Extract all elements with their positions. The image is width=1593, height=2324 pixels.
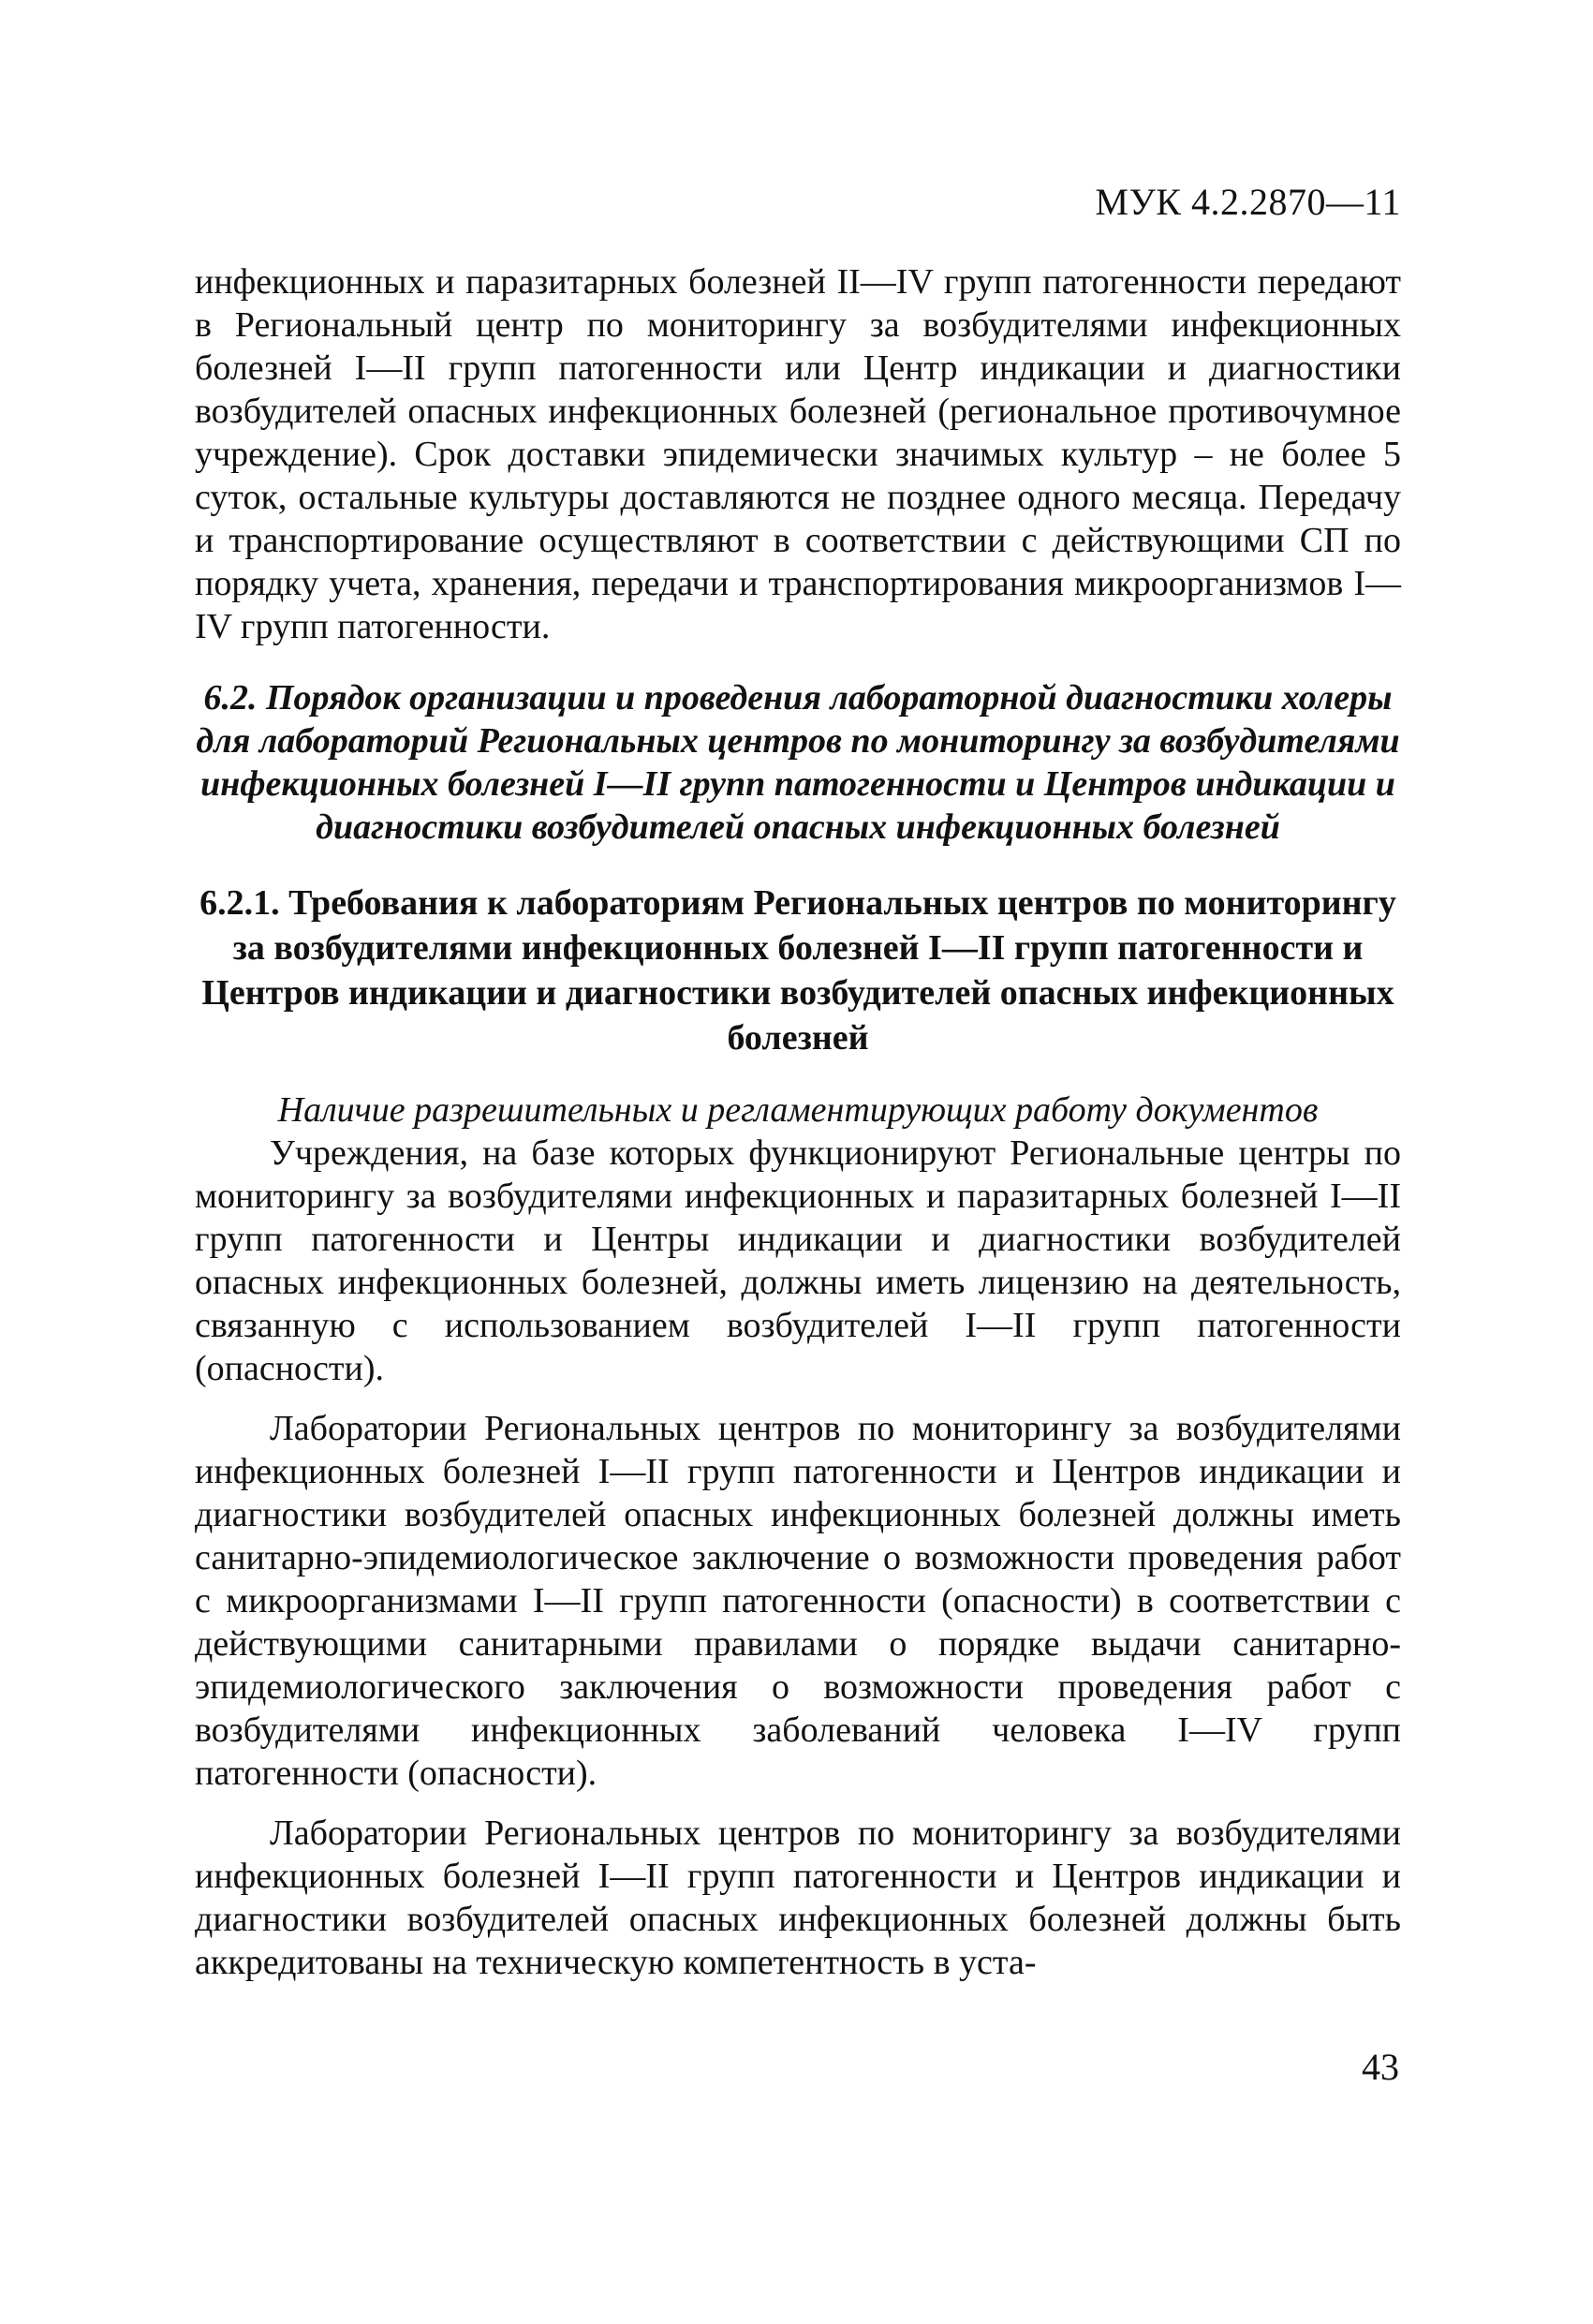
page-content (195, 260, 1401, 1984)
intro-paragraph: инфекционных и паразитарных болезней II—IV групп патогенности передают в Региональный центр по мониторингу за возбудителями инфекционных болезней I—II групп патогенности или Центр индикации и диагностики возбудителей опасных инфекционных болезней (региональное противочумное учреждение). Срок доставки эпидемически значимых культур – не более 5 суток, остальные культуры доставляются не позднее одного месяца. Передачу и транспортирование осуществляют в соответствии с действующими СП по порядку учета, хранения, передачи и транспортирования микроорганизмов I—IV групп патогенности. (195, 262, 1401, 646)
accreditation-paragraph: Лаборатории Региональных центров по мониторингу за возбудителями инфекционных болезней I—II групп патогенности и Центров индикации и диагностики возбудителей опасных инфекционных болезней должны быть аккредитованы на техническую компетентность в уста- (195, 1813, 1401, 1982)
documents-subheading: Наличие разрешительных и регламентирующих работу документов (277, 1090, 1319, 1130)
document-code-header: МУК 4.2.2870—11 (1095, 181, 1401, 223)
section-6-2-title: 6.2. Порядок организации и проведения лабораторной диагностики холеры для лабораторий Региональных центров по мониторингу за возбудителями инфекционных болезней I—II групп патогенности и Центров индикации и диагностики возбудителей опасных инфекционных болезней (196, 678, 1400, 847)
sanitary-conclusion-paragraph: Лаборатории Региональных центров по мониторингу за возбудителями инфекционных болезней I—II групп патогенности и Центров индикации и диагностики возбудителей опасных инфекционных болезней должны иметь санитарно-эпидемиологическое заключение о возможности проведения работ с микроорганизмами I—II групп патогенности (опасности) в соответствии с действующими санитарными правилами о порядке выдачи санитарно-эпидемиологического заключения о возможности проведения работ с возбудителями инфекционных заболеваний человека I—IV групп патогенности (опасности). (195, 1409, 1401, 1793)
license-paragraph: Учреждения, на базе которых функционируют Региональные центры по мониторингу за возбудителями инфекционных и паразитарных болезней I—II групп патогенности и Центры индикации и диагностики возбудителей опасных инфекционных болезней, должны иметь лицензию на деятельность, связанную с использованием возбудителей I—II групп патогенности (опасности). (195, 1133, 1401, 1388)
section-6-2-1-title: 6.2.1. Требования к лабораториям Региональных центров по мониторингу за возбудителями инфекционных болезней I—II групп патогенности и Центров индикации и диагностики возбудителей опасных инфекционных болезней (199, 883, 1396, 1058)
page-number: 43 (1362, 2046, 1399, 2088)
